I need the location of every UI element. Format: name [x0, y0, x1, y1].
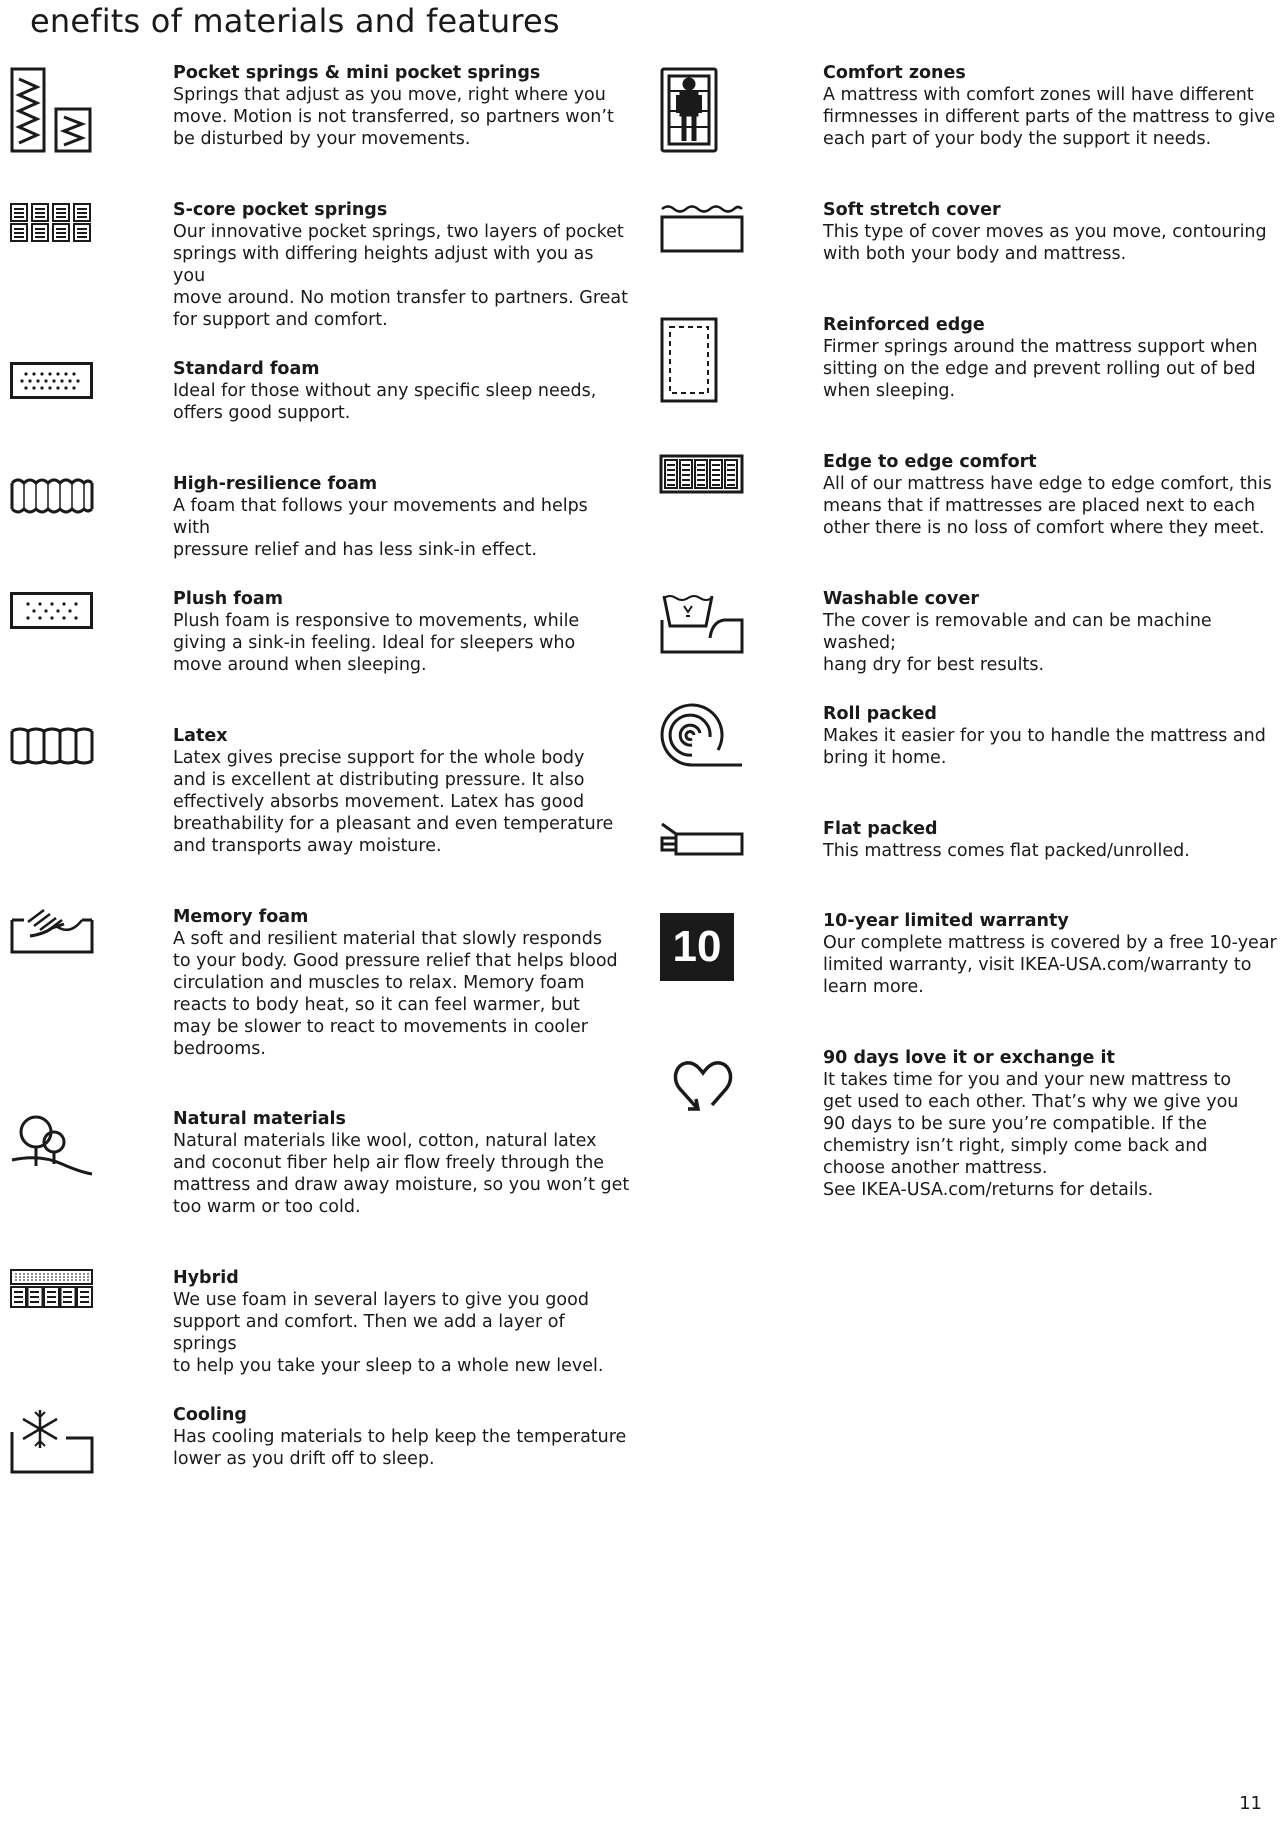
feature-description: It takes time for you and your new mattress to get used to each other. That’s why we give you 90 days to be sure you’re compatible. If the chemistry isn’t right, simply come back and choose another mattress. See IKEA-USA.com/returns for details. [823, 1070, 1239, 1200]
feature-title: Soft stretch cover [823, 200, 1001, 220]
feature-title: S-core pocket springs [173, 200, 388, 220]
feature-description: Latex gives precise support for the whole body and is excellent at distributing pressure. It also effectively absorbs movement. Latex has good breathability for a pleasant and even temperature and transports away moisture. [173, 748, 614, 856]
feature-description: A soft and resilient material that slowly responds to your body. Good pressure relief that helps blood circulation and muscles to relax. Memory foam reacts to body heat, so it can feel warmer, but may be slower to react to movements in cooler bedrooms. [173, 929, 618, 1059]
feature-title: 10-year limited warranty [823, 911, 1069, 931]
feature-title: Reinforced edge [823, 315, 985, 335]
feature-description: Our complete mattress is covered by a free 10-year limited warranty, visit IKEA-USA.com/warranty to learn more. [823, 933, 1277, 997]
edge-to-edge-comfort-icon [660, 455, 744, 495]
feature-description: Firmer springs around the mattress support when sitting on the edge and prevent rolling out of bed when sleeping. [823, 337, 1258, 401]
cooling-icon [10, 1404, 94, 1474]
page-number: 11 [1239, 1793, 1262, 1814]
reinforced-edge-icon [660, 317, 720, 403]
feature-description: A foam that follows your movements and helps with pressure relief and has less sink-in effect. [173, 496, 588, 560]
page-title: enefits of materials and features [30, 2, 560, 40]
feature-description: We use foam in several layers to give you good support and comfort. Then we add a layer of springs to help you take your sleep to a whole new level. [173, 1290, 604, 1376]
feature-description: Has cooling materials to help keep the temperature lower as you drift off to sleep. [173, 1427, 627, 1469]
flat-packed-icon [660, 822, 744, 858]
feature-title: Pocket springs & mini pocket springs [173, 63, 541, 83]
feature-title: Comfort zones [823, 63, 966, 83]
plush-foam-icon [10, 592, 94, 630]
feature-title: Cooling [173, 1405, 247, 1425]
warranty-10-icon: 10 [660, 913, 734, 981]
feature-title: Washable cover [823, 589, 979, 609]
feature-title: Edge to edge comfort [823, 452, 1037, 472]
feature-title: Standard foam [173, 359, 320, 379]
feature-description: This mattress comes flat packed/unrolled. [823, 841, 1190, 861]
feature-description: The cover is removable and can be machine washed; hang dry for best results. [823, 611, 1212, 675]
feature-title: Hybrid [173, 1268, 239, 1288]
feature-title: Roll packed [823, 704, 937, 724]
feature-title: Plush foam [173, 589, 283, 609]
latex-icon [10, 725, 94, 767]
feature-description: This type of cover moves as you move, contouring with both your body and mattress. [823, 222, 1267, 264]
feature-description: Natural materials like wool, cotton, natural latex and coconut fiber help air flow freely through the mattress and draw away moisture, so you won’t get too warm or too cold. [173, 1131, 630, 1217]
high-resilience-foam-icon [10, 475, 94, 517]
s-core-springs-icon [10, 203, 94, 243]
memory-foam-icon [10, 906, 94, 954]
feature-description: Makes it easier for you to handle the mattress and bring it home. [823, 726, 1266, 768]
feature-description: Our innovative pocket springs, two layers of pocket springs with differing heights adjust with you as you move around. No motion transfer to partners. Great for support and comfort. [173, 222, 629, 330]
feature-title: High-resilience foam [173, 474, 378, 494]
feature-description: Springs that adjust as you move, right where you move. Motion is not transferred, so partners won’t be disturbed by your movements. [173, 85, 614, 149]
feature-title: Latex [173, 726, 228, 746]
feature-title: Flat packed [823, 819, 938, 839]
feature-title: 90 days love it or exchange it [823, 1048, 1115, 1068]
feature-title: Natural materials [173, 1109, 346, 1129]
feature-description: A mattress with comfort zones will have different firmnesses in different parts of the mattress to give each part of your body the support it needs. [823, 85, 1276, 149]
feature-description: Ideal for those without any specific sleep needs, offers good support. [173, 381, 597, 423]
standard-foam-icon [10, 362, 94, 400]
feature-title: Memory foam [173, 907, 309, 927]
washable-cover-icon [660, 592, 744, 654]
feature-description: All of our mattress have edge to edge comfort, this means that if mattresses are placed next to each other there is no loss of comfort where they meet. [823, 474, 1272, 538]
comfort-zones-icon [660, 67, 720, 153]
natural-materials-icon [10, 1108, 94, 1184]
hybrid-icon [10, 1269, 94, 1309]
roll-packed-icon [660, 703, 744, 769]
soft-stretch-cover-icon [660, 203, 744, 253]
heart-exchange-icon [672, 1059, 734, 1115]
feature-description: Plush foam is responsive to movements, while giving a sink-in feeling. Ideal for sleepers who move around when sleeping. [173, 611, 580, 675]
pocket-springs-icon [10, 67, 92, 153]
